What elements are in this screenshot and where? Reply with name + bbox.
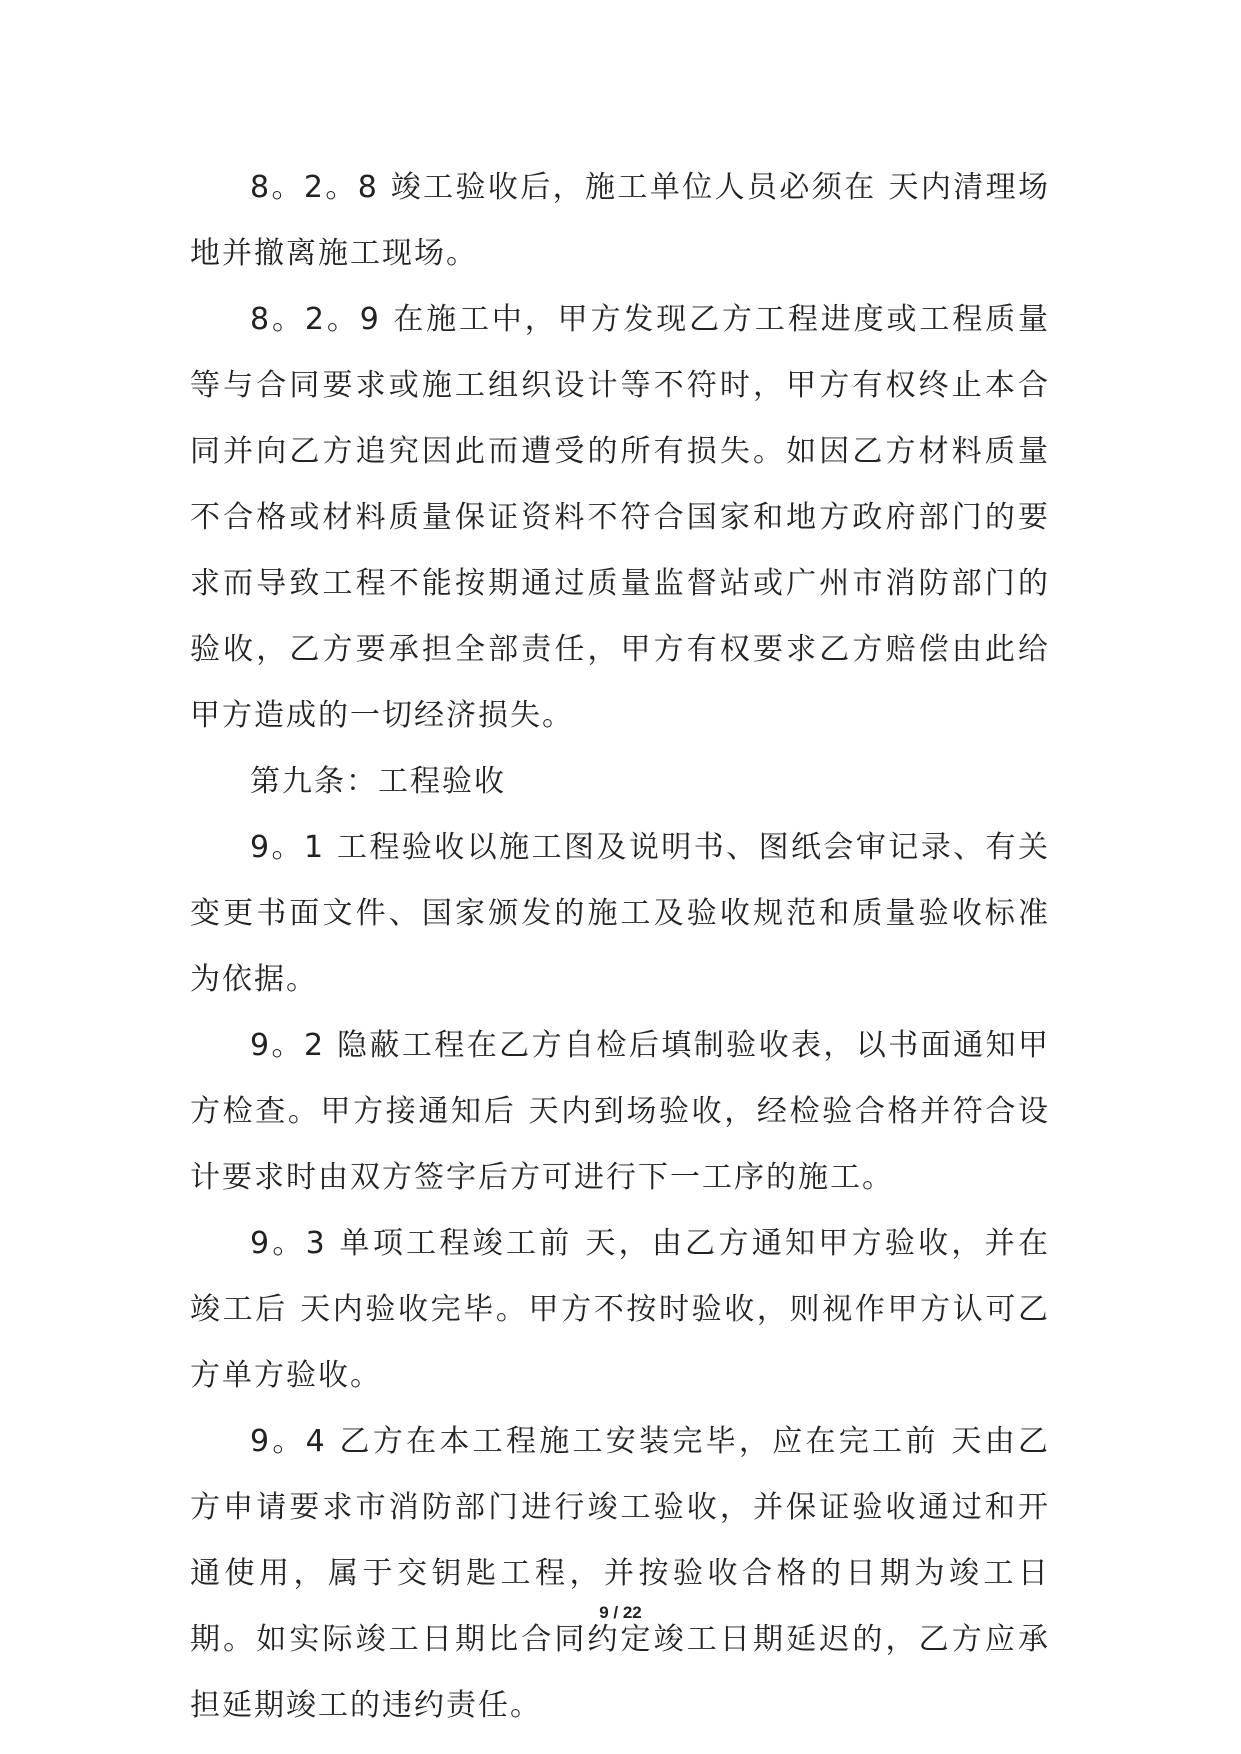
clause-9-3: 9。3 单项工程竣工前 天，由乙方通知甲方验收，并在竣工后 天内验收完毕。甲方不按时验收，则视作甲方认可乙方单方验收。 (190, 1226, 1050, 1393)
clause-9-4: 9。4 乙方在本工程施工安装完毕，应在完工前 天由乙方申请要求市消防部门进行竣工验收，并保证验收通过和开通使用，属于交钥匙工程，并按验收合格的日期为竣工日期。如实际竣工日期比合同约定竣工日期延迟的，乙方应承担延期竣工的违约责任。 (190, 1424, 1050, 1723)
page-number: 9 / 22 (599, 1603, 642, 1622)
document-body (190, 155, 1050, 1739)
clause-8-2-9: 8。2。9 在施工中，甲方发现乙方工程进度或工程质量等与合同要求或施工组织设计等不符时，甲方有权终止本合同并向乙方追究因此而遭受的所有损失。如因乙方材料质量不合格或材料质量保证资料不符合国家和地方政府部门的要求而导致工程不能按期通过质量监督站或广州市消防部门的验收，乙方要承担全部责任，甲方有权要求乙方赔偿由此给甲方造成的一切经济损失。 (190, 302, 1050, 733)
clause-8-2-8: 8。2。8 竣工验收后，施工单位人员必须在 天内清理场地并撤离施工现场。 (190, 170, 1050, 271)
clause-9-1: 9。1 工程验收以施工图及说明书、图纸会审记录、有关变更书面文件、国家颁发的施工及验收规范和质量验收标准为依据。 (190, 830, 1050, 997)
clause-9-2: 9。2 隐蔽工程在乙方自检后填制验收表，以书面通知甲方检查。甲方接通知后 天内到场验收，经检验合格并符合设计要求时由双方签字后方可进行下一工序的施工。 (190, 1028, 1050, 1195)
section-heading-article-9: 第九条：工程验收 (250, 764, 506, 799)
